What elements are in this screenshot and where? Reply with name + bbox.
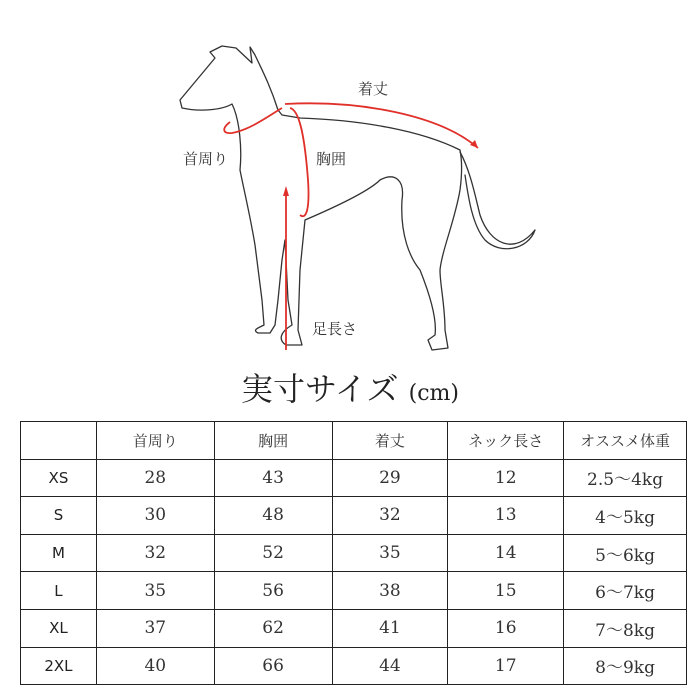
value-cell: 48	[214, 497, 332, 535]
value-cell: 56	[214, 572, 332, 610]
size-cell: L	[21, 572, 97, 610]
value-cell: 44	[332, 647, 448, 685]
value-cell: 37	[96, 609, 214, 647]
column-header: オススメ体重	[564, 422, 687, 460]
size-cell: XL	[21, 609, 97, 647]
value-cell: 7～8kg	[564, 609, 687, 647]
value-cell: 30	[96, 497, 214, 535]
value-cell: 41	[332, 609, 448, 647]
table-row	[21, 647, 687, 685]
length-arrowhead	[470, 140, 478, 148]
value-cell: 14	[448, 534, 564, 572]
column-header: 胸囲	[214, 422, 332, 460]
value-cell: 35	[96, 572, 214, 610]
value-cell: 52	[214, 534, 332, 572]
value-cell: 4～5kg	[564, 497, 687, 535]
table-row	[21, 497, 687, 535]
value-cell: 8～9kg	[564, 647, 687, 685]
page-title	[0, 364, 700, 410]
value-cell: 5～6kg	[564, 534, 687, 572]
value-cell: 32	[332, 497, 448, 535]
value-cell: 35	[332, 534, 448, 572]
value-cell: 16	[448, 609, 564, 647]
value-cell: 32	[96, 534, 214, 572]
value-cell: 29	[332, 459, 448, 497]
value-cell: 15	[448, 572, 564, 610]
value-cell: 28	[96, 459, 214, 497]
title-unit: (cm)	[408, 381, 459, 406]
size-cell: S	[21, 497, 97, 535]
title-text: 実寸サイズ	[241, 370, 399, 408]
size-table	[20, 421, 687, 685]
chest-arrow	[290, 108, 309, 216]
value-cell: 43	[214, 459, 332, 497]
value-cell: 66	[214, 647, 332, 685]
value-cell: 62	[214, 609, 332, 647]
leg-label: 足長さ	[312, 320, 358, 338]
neck-arrow	[224, 108, 282, 133]
leg-arrowhead	[283, 186, 289, 196]
value-cell: 2.5～4kg	[564, 459, 687, 497]
table-row	[21, 534, 687, 572]
column-header: ネック長さ	[448, 422, 564, 460]
table-row	[21, 609, 687, 647]
value-cell: 13	[448, 497, 564, 535]
measurement-arrows	[224, 103, 478, 350]
table-row	[21, 459, 687, 497]
column-header: 着丈	[332, 422, 448, 460]
length-label: 着丈	[358, 80, 389, 98]
table-row	[21, 572, 687, 610]
value-cell: 38	[332, 572, 448, 610]
size-cell: M	[21, 534, 97, 572]
size-cell: 2XL	[21, 647, 97, 685]
column-header	[21, 422, 97, 460]
chest-label: 胸囲	[316, 150, 347, 168]
neck-label: 首周り	[183, 150, 229, 168]
value-cell: 40	[96, 647, 214, 685]
value-cell: 6～7kg	[564, 572, 687, 610]
size-cell: XS	[21, 459, 97, 497]
column-header: 首周り	[96, 422, 214, 460]
value-cell: 12	[448, 459, 564, 497]
table-header-row	[21, 422, 687, 460]
value-cell: 17	[448, 647, 564, 685]
